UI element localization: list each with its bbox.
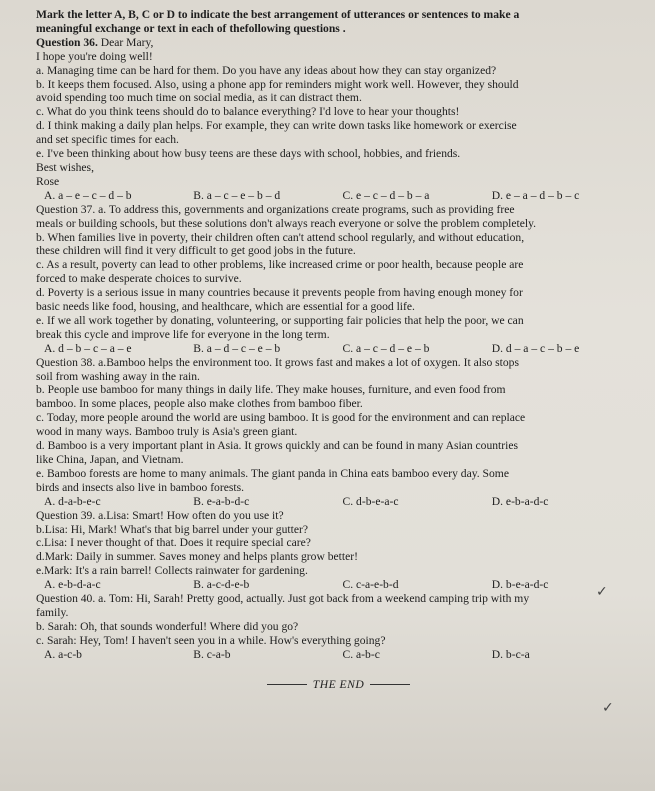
question-39-options xyxy=(36,578,641,592)
q36-line: e. I've been thinking about how busy teens are these days with school, hobbies, and friends. xyxy=(36,147,461,161)
q36-line: d. I think making a daily plan helps. For example, they can write down tasks like homework or exercise xyxy=(36,119,517,133)
q37-line: break this cycle and improve life for everyone in the long term. xyxy=(36,327,330,341)
option-c[interactable]: C. d-b-e-a-c xyxy=(342,494,399,508)
q38-line: like China, Japan, and Vietnam. xyxy=(36,453,184,466)
option-b[interactable]: B. a-c-d-e-b xyxy=(193,578,250,592)
instruction-line-2: meaningful exchange or text in each of thefollowing questions . xyxy=(36,21,346,35)
q36-line: Best wishes, xyxy=(36,160,94,174)
q37-line: these children will find it very difficult to get good jobs in the future. xyxy=(36,244,356,258)
divider xyxy=(370,684,410,685)
divider xyxy=(267,684,307,685)
option-d[interactable]: D. b-e-a-d-c xyxy=(491,578,549,592)
q38-line: c. Today, more people around the world are using bamboo. It is good for the environment and can replace xyxy=(36,411,526,425)
option-b[interactable]: B. e-a-b-d-c xyxy=(193,494,250,508)
question-36-salutation: Dear Mary, xyxy=(100,35,154,49)
q38-line: b. People use bamboo for many things in daily life. They make houses, furniture, and even food from xyxy=(36,383,506,397)
question-36-options xyxy=(36,189,641,203)
q37-line: forced to make desperate choices to survive. xyxy=(36,272,242,286)
question-40 xyxy=(36,592,641,662)
q38-line: wood in many ways. Bamboo truly is Asia's green giant. xyxy=(36,425,298,439)
q37-line: basic needs like food, housing, and healthcare, which are essential for a good life. xyxy=(36,300,415,314)
question-37 xyxy=(36,203,641,356)
option-a[interactable]: A. a – e – c – d – b xyxy=(44,188,132,202)
option-b[interactable]: B. c-a-b xyxy=(193,647,231,661)
option-c[interactable]: C. a – c – d – e – b xyxy=(342,341,430,355)
q38-line: soil from washing away in the rain. xyxy=(36,369,200,383)
question-40-options xyxy=(36,648,641,662)
q36-line: c. What do you think teens should do to balance everything? I'd love to hear your thoughts! xyxy=(36,105,460,119)
q40-line: b. Sarah: Oh, that sounds wonderful! Where did you go? xyxy=(36,619,299,633)
q40-line: family. xyxy=(36,605,69,619)
q37-line: meals or building schools, but these solutions don't always reach everyone or solve the problem completely. xyxy=(36,216,537,230)
q38-line: bamboo. In some places, people also make clothes from bamboo fiber. xyxy=(36,397,363,411)
option-d[interactable]: D. e – a – d – b – c xyxy=(491,188,580,202)
instruction-line-1: Mark the letter A, B, C or D to indicate the best arrangement of utterances or sentences to make a xyxy=(36,8,520,21)
the-end-footer xyxy=(36,678,641,692)
question-38 xyxy=(36,356,641,509)
option-d[interactable]: D. e-b-a-d-c xyxy=(491,494,549,508)
option-a[interactable]: A. d-a-b-e-c xyxy=(44,494,101,508)
option-b[interactable]: B. a – c – e – b – d xyxy=(193,188,281,202)
q36-line: avoid spending too much time on social media, as it can distract them. xyxy=(36,91,362,105)
option-c[interactable]: C. a-b-c xyxy=(342,647,380,661)
the-end-label: THE END xyxy=(312,677,365,691)
option-d[interactable]: D. d – a – c – b – e xyxy=(491,341,580,355)
question-36-title: Question 36. xyxy=(36,35,98,49)
option-a[interactable]: A. a-c-b xyxy=(44,647,82,661)
q38-line: birds and insects also live in bamboo forests. xyxy=(36,480,245,494)
question-37-options xyxy=(36,342,641,356)
q36-line: b. It keeps them focused. Also, using a phone app for reminders might work well. However, they should xyxy=(36,77,519,91)
q38-line: d. Bamboo is a very important plant in Asia. It grows quickly and can be found in many Asian countries xyxy=(36,439,519,453)
question-38-options xyxy=(36,495,641,509)
question-39 xyxy=(36,509,641,592)
option-b[interactable]: B. a – d – c – e – b xyxy=(193,341,281,355)
q37-line: e. If we all work together by donating, volunteering, or supporting fair policies that help the poor, we can xyxy=(36,313,524,327)
option-a[interactable]: A. e-b-d-a-c xyxy=(44,578,101,592)
q39-line: b.Lisa: Hi, Mark! What's that big barrel under your gutter? xyxy=(36,522,308,536)
question-36 xyxy=(36,36,641,203)
q38-line: e. Bamboo forests are home to many animals. The giant panda in China eats bamboo every day. Some xyxy=(36,466,509,480)
q36-line: Rose xyxy=(36,174,60,188)
q36-line: and set specific times for each. xyxy=(36,133,179,147)
q39-line: d.Mark: Daily in summer. Saves money and helps plants grow better! xyxy=(36,550,358,564)
instructions xyxy=(36,8,641,36)
q37-line: Question 37. a. To address this, governments and organizations create programs, such as providing free xyxy=(36,202,515,216)
q39-line: Question 39. a.Lisa: Smart! How often do you use it? xyxy=(36,508,284,522)
q40-line: Question 40. a. Tom: Hi, Sarah! Pretty good, actually. Just got back from a weekend camping trip with my xyxy=(36,592,530,606)
check-mark-icon: ✓ xyxy=(602,700,614,716)
q40-line: c. Sarah: Hey, Tom! I haven't seen you in a while. How's everything going? xyxy=(36,633,386,647)
q36-line: a. Managing time can be hard for them. Do you have any ideas about how they can stay organized? xyxy=(36,63,497,77)
option-c[interactable]: C. e – c – d – b – a xyxy=(342,188,430,202)
q39-line: e.Mark: It's a rain barrel! Collects rainwater for gardening. xyxy=(36,564,308,578)
q37-line: b. When families live in poverty, their children often can't attend school regularly, and without education, xyxy=(36,230,525,244)
option-d[interactable]: D. b-c-a xyxy=(491,647,530,661)
q38-line: Question 38. a.Bamboo helps the environment too. It grows fast and makes a lot of oxygen. It also stops xyxy=(36,355,519,369)
check-mark-icon: ✓ xyxy=(596,584,608,600)
q37-line: c. As a result, poverty can lead to other problems, like increased crime or poor health, because people are xyxy=(36,258,524,272)
option-c[interactable]: C. c-a-e-b-d xyxy=(342,578,399,592)
option-a[interactable]: A. d – b – c – a – e xyxy=(44,341,132,355)
q37-line: d. Poverty is a serious issue in many countries because it prevents people from having enough money for xyxy=(36,286,523,300)
q36-line: I hope you're doing well! xyxy=(36,49,153,63)
q39-line: c.Lisa: I never thought of that. Does it require special care? xyxy=(36,536,311,550)
